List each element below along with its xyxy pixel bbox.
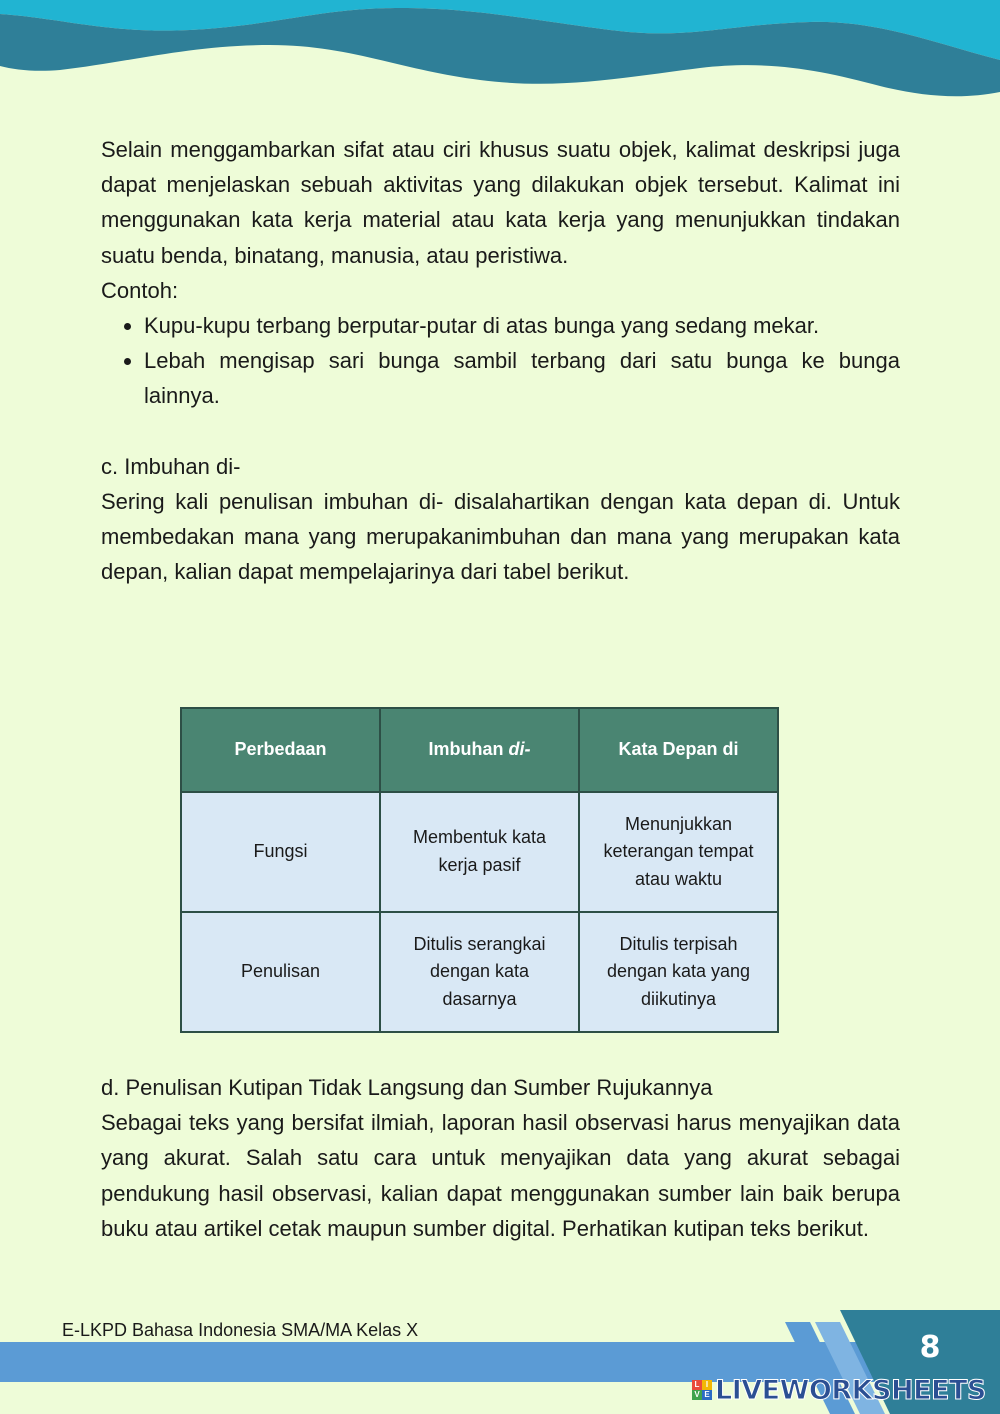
header-perbedaan: Perbedaan <box>181 708 380 792</box>
section-c-paragraph: Sering kali penulisan imbuhan di- disalahartikan dengan kata depan di. Untuk membedakan mana yang merupakanimbuhan dan mana yang merupakan kata depan, kalian dapat mempelajarinya dari tabel berikut. <box>101 488 900 585</box>
section-c-heading: c. Imbuhan di- <box>101 453 241 479</box>
cell-kata-depan: Menunjukkan keterangan tempat atau waktu <box>579 792 778 912</box>
section-d-heading: d. Penulisan Kutipan Tidak Langsung dan Sumber Rujukannya <box>101 1075 713 1100</box>
footer-text: E-LKPD Bahasa Indonesia SMA/MA Kelas X <box>62 1320 419 1340</box>
liveworksheets-brand[interactable] <box>692 1374 986 1406</box>
header-imbuhan-prefix: Imbuhan <box>428 739 509 760</box>
header-kata-depan: Kata Depan di <box>579 708 778 792</box>
cell-kata-depan: Ditulis terpisah dengan kata yang diikutinya <box>579 912 778 1032</box>
list-item: • Kupu-kupu terbang berputar-putar di atas bunga yang sedang mekar. <box>144 308 900 343</box>
liveworksheets-wordmark: LIVEWORKSHEETS <box>715 1374 986 1406</box>
example-list <box>101 308 900 414</box>
cell-imbuhan: Membentuk kata kerja pasif <box>380 792 579 912</box>
list-item: • Lebah mengisap sari bunga sambil terbang dari satu bunga ke bunga lainnya. <box>144 343 900 413</box>
logo-letter: E <box>702 1390 712 1400</box>
logo-letter: L <box>692 1380 702 1390</box>
header-imbuhan-italic: di- <box>508 739 531 760</box>
cell-imbuhan: Ditulis serangkai dengan kata dasarnya <box>380 912 579 1032</box>
table-row <box>181 792 778 912</box>
header-imbuhan <box>380 708 579 792</box>
intro-paragraph: Selain menggambarkan sifat atau ciri khusus suatu objek, kalimat deskripsi juga dapat menjelaskan sebuah aktivitas yang dilakukan objek tersebut. Kalimat ini menggunakan kata kerja material atau kata kerja yang menunjukkan tindakan suatu benda, binatang, manusia, atau peristiwa. <box>101 137 900 268</box>
cell-label: Penulisan <box>181 912 380 1032</box>
header-wave-decoration <box>0 0 1000 110</box>
example-label: Contoh: <box>101 277 179 303</box>
logo-letter: V <box>692 1390 702 1400</box>
logo-letter: I <box>702 1380 712 1390</box>
liveworksheets-logo-icon <box>692 1380 712 1400</box>
cell-label: Fungsi <box>181 792 380 912</box>
comparison-table <box>180 707 779 1033</box>
section-d <box>101 1070 900 1246</box>
intro-section <box>101 132 900 589</box>
section-d-paragraph: Sebagai teks yang bersifat ilmiah, laporan hasil observasi harus menyajikan data yang akurat. Salah satu cara untuk menyajikan data yang akurat sebagai pendukung hasil observasi, kalian dapat menggunakan sumber lain baik berupa buku atau artikel cetak maupun sumber digital. Perhatikan kutipan teks berikut. <box>101 1110 900 1241</box>
page-number: 8 <box>919 1330 941 1365</box>
table-header-row <box>181 708 778 792</box>
table-row <box>181 912 778 1032</box>
comparison-table-container <box>180 707 779 1033</box>
